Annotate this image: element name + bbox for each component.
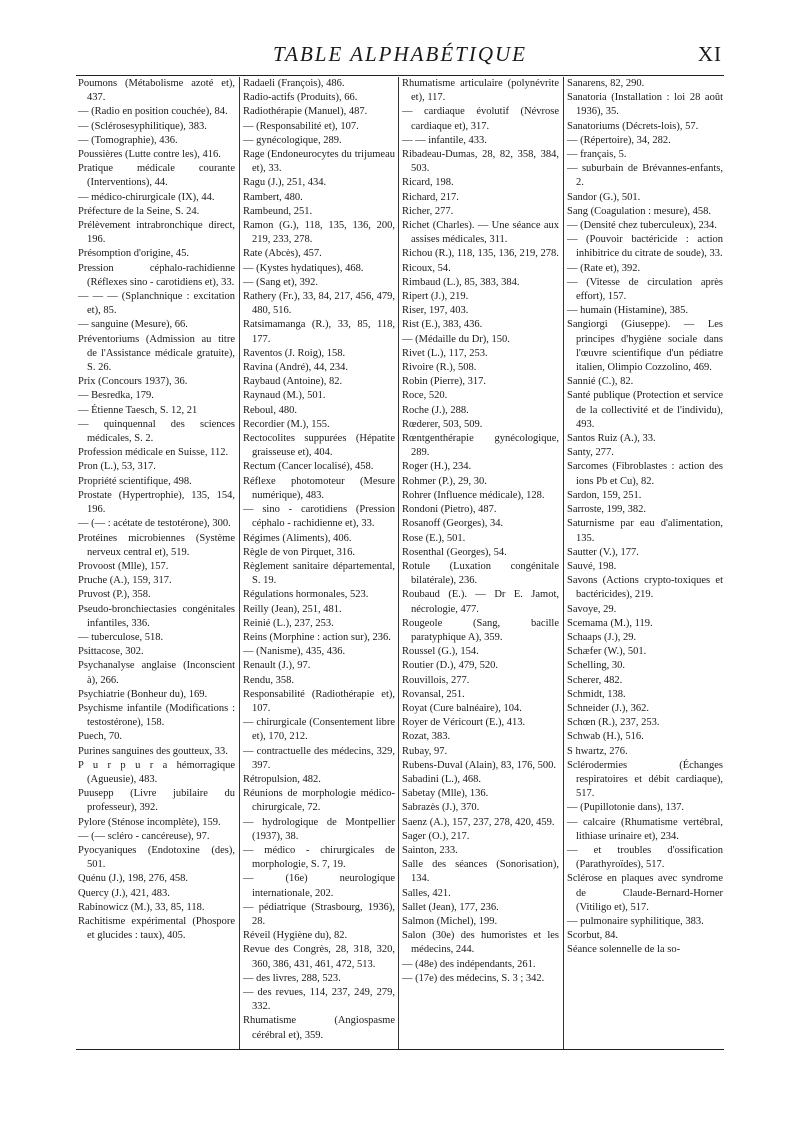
index-entry: Schæfer (W.), 501. xyxy=(567,646,647,658)
index-entry: Ragu (J.), 251, 434. xyxy=(243,177,327,189)
index-entry: Roche (J.), 288. xyxy=(402,404,469,416)
index-entry: Roce, 520. xyxy=(402,390,448,402)
index-entry: Sager (O.), 217. xyxy=(402,830,470,842)
index-entry: Schneider (J.), 362. xyxy=(567,702,649,714)
index-entry: Poussières (Lutte contre les), 416. xyxy=(78,149,221,161)
index-entry: Rabinowicz (M.), 33, 85, 118. xyxy=(78,901,205,913)
index-entry: Pylore (Sténose incomplète), 159. xyxy=(78,816,221,828)
page-title: TABLE ALPHABÉTIQUE xyxy=(273,42,527,66)
index-entry: Ricoux, 54. xyxy=(402,262,451,274)
index-entry: Propriété scientifique, 498. xyxy=(78,475,192,487)
index-entry: — cardiaque évolutif (Névrose cardiaque et), 317. xyxy=(402,106,559,132)
index-entry: — (Répertoire), 34, 282. xyxy=(567,134,671,146)
index-entry: Rubay, 97. xyxy=(402,745,448,757)
index-entry: Rubens-Duval (Alain), 83, 176, 500. xyxy=(402,759,556,771)
header-rule xyxy=(76,75,724,76)
index-entry: Robin (Pierre), 317. xyxy=(402,376,486,388)
index-entry: Sclérose en plaques avec syndrome de Claude-Bernard-Horner (Vitiligo et), 517. xyxy=(567,873,723,913)
index-entry: Ratsimamanga (R.), 33, 85, 118, 177. xyxy=(243,319,395,345)
index-entry: — contractuelle des médecins, 329, 397. xyxy=(243,745,395,771)
index-entry: Saturnisme par eau d'alimentation, 135. xyxy=(567,518,723,544)
index-entry: — pulmonaire syphilitique, 383. xyxy=(567,915,704,927)
index-entry: — sanguine (Mesure), 66. xyxy=(78,319,188,331)
index-entry: Prix (Concours 1937), 36. xyxy=(78,376,188,388)
index-entry: Reboul, 480. xyxy=(243,404,297,416)
footer-rule xyxy=(76,1049,724,1050)
index-entry: — (Médaille du Dr), 150. xyxy=(402,333,510,345)
column-divider xyxy=(398,77,399,1049)
index-entry: — pédiatrique (Strasbourg, 1936), 28. xyxy=(243,901,395,927)
index-entry: Salles, 421. xyxy=(402,887,451,899)
index-entry: — (16e) neurologique internationale, 202. xyxy=(243,873,395,899)
index-entry: Psychiatrie (Bonheur du), 169. xyxy=(78,688,208,700)
index-entry: Préventoriums (Admission au titre de l'Assistance médicale gratuite), S. 26. xyxy=(78,333,235,374)
index-entry: Règlement sanitaire départemental, S. 19. xyxy=(243,560,395,587)
index-entry: Sallet (Jean), 177, 236. xyxy=(402,901,499,913)
index-entry: Quénu (J.), 198, 276, 458. xyxy=(78,873,188,885)
index-entry: Rectocolites suppurées (Hépatite graisseuse et), 404. xyxy=(243,433,395,459)
index-entry: Régimes (Aliments), 406. xyxy=(243,532,352,544)
index-entry: Radiothérapie (Manuel), 487. xyxy=(243,106,368,118)
index-entry: Ravina (André), 44, 234. xyxy=(243,362,348,374)
index-entry: Responsabilité (Radiothérapie et), 107. xyxy=(243,688,395,714)
index-entry: Séance solennelle de la so- xyxy=(567,944,681,956)
index-entry: Rohmer (P.), 29, 30. xyxy=(402,475,487,487)
index-entry: Pratique médicale courante (Interventions), 44. xyxy=(78,163,235,189)
index-entry: — chirurgicale (Consentement libre et), 170, 212. xyxy=(243,717,395,743)
index-entry: Pruche (A.), 159, 317. xyxy=(78,575,172,587)
index-entry: Préfecture de la Seine, S. 24. xyxy=(78,205,200,217)
index-entry: Sainton, 233. xyxy=(402,844,458,856)
index-entry: Sarroste, 199, 382. xyxy=(567,504,647,516)
index-entry: Richer, 277. xyxy=(402,205,454,217)
index-entry: Sarcomes (Fibroblastes : action des ions Pb et Cu), 82. xyxy=(567,461,723,487)
index-entry: Rhumatisme articulaire (polynévrite et), 117. xyxy=(402,78,559,104)
index-entry: Radaeli (François), 486. xyxy=(243,78,345,89)
index-entry: — (Nanisme), 435, 436. xyxy=(243,646,346,658)
index-entry: Schmidt, 138. xyxy=(567,688,626,700)
index-entry: Profession médicale en Suisse, 112. xyxy=(78,447,229,459)
index-entry: Schelling, 30. xyxy=(567,660,626,672)
index-entry: Rohrer (Influence médicale), 128. xyxy=(402,489,545,501)
index-entry: Purines sanguines des goutteux, 33. xyxy=(78,745,228,757)
index-entry: Pyocyaniques (Endotoxine (des), 501. xyxy=(78,844,235,871)
index-entry: Rœntgenthérapie gynécologique, 289. xyxy=(402,433,559,459)
index-entry: Rose (E.), 501. xyxy=(402,532,466,544)
index-entry: Ribadeau-Dumas, 28, 82, 358, 384, 503. xyxy=(402,149,559,175)
index-entry: Raynaud (M.), 501. xyxy=(243,390,326,402)
index-entry: Raybaud (Antoine), 82. xyxy=(243,376,343,388)
index-entry: Royer de Véricourt (E.), 413. xyxy=(402,717,526,729)
index-entry: Sannié (C.), 82. xyxy=(567,376,634,388)
index-entry: — suburbain de Brévannes-enfants, 2. xyxy=(567,163,723,189)
index-entry: — (Radio en position couchée), 84. xyxy=(78,106,228,118)
index-entry: Scemama (M.), 119. xyxy=(567,617,653,629)
index-entry: — sino - carotidiens (Pression céphalo - rachidienne et), 33. xyxy=(243,504,395,530)
index-entry: Richet (Charles). — Une séance aux assises médicales, 311. xyxy=(402,220,559,246)
index-entry: Psittacose, 302. xyxy=(78,646,144,658)
index-entry: Reinié (L.), 237, 253. xyxy=(243,617,334,629)
index-column-4 xyxy=(567,77,723,1049)
index-entry: Salmon (Michel), 199. xyxy=(402,915,498,927)
index-entry: — des livres, 288, 523. xyxy=(243,972,341,984)
index-entry: Poumons (Métabolisme azoté et), 437. xyxy=(78,78,235,104)
index-entry: Salle des séances (Sonorisation), 134. xyxy=(402,859,559,885)
index-entry: Sang (Coagulation : mesure), 458. xyxy=(567,205,712,217)
index-entry: — (— scléro - cancéreuse), 97. xyxy=(78,830,210,842)
column-divider xyxy=(239,77,240,1049)
index-entry: Rage (Endoneurocytes du trijumeau et), 33. xyxy=(243,149,395,175)
index-entry: S hwartz, 276. xyxy=(567,745,628,757)
index-entry: — tuberculose, 518. xyxy=(78,631,164,643)
index-entry: — (Responsabilité et), 107. xyxy=(243,120,359,132)
index-entry: Routier (D.), 479, 520. xyxy=(402,660,498,672)
index-entry: Santé publique (Protection et service de la collectivité et de l'individu), 493. xyxy=(567,390,723,430)
index-entry: — et troubles d'ossification (Parathyroïdes), 517. xyxy=(567,844,723,871)
index-entry: Rectum (Cancer localisé), 458. xyxy=(243,461,374,473)
index-entry: Scorbut, 84. xyxy=(567,930,619,942)
index-entry: Raventos (J. Roig), 158. xyxy=(243,347,346,359)
index-entry: Roger (H.), 234. xyxy=(402,461,472,473)
index-entry: — (Tomographie), 436. xyxy=(78,134,178,146)
index-entry: Recordier (M.), 155. xyxy=(243,418,330,430)
index-entry: P u r p u r a hémorragique (Agueusie), 483. xyxy=(78,759,235,785)
index-entry: Rachitisme expérimental (Phospore et glucides : taux), 405. xyxy=(78,915,235,942)
index-entry: Protéines microbiennes (Système nerveux central et), 519. xyxy=(78,532,235,558)
index-entry: — (Densité chez tuberculeux), 234. xyxy=(567,220,717,232)
index-entry: Règle de von Pirquet, 316. xyxy=(243,546,355,558)
index-entry: Rougeole (Sang, bacille paratyphique A), 359. xyxy=(402,617,559,643)
index-entry: Rimbaud (L.), 85, 383, 384. xyxy=(402,276,520,288)
index-entry: Rosenthal (Georges), 54. xyxy=(402,546,507,558)
index-entry: — français, 5. xyxy=(567,149,627,161)
index-entry: Réveil (Hygiène du), 82. xyxy=(243,930,348,942)
index-entry: Sabetay (Mlle), 136. xyxy=(402,788,489,800)
page-header xyxy=(0,42,800,72)
index-entry: — calcaire (Rhumatisme vertébral, lithiase urinaire et), 234. xyxy=(567,816,723,842)
index-entry: — (Pouvoir bactéricide : action inhibitrice du citrate de soude), 33. xyxy=(567,234,723,260)
index-entry: Sanatoria (Installation : loi 28 août 1936), 35. xyxy=(567,92,723,118)
index-entry: Rate (Abcès), 457. xyxy=(243,248,322,260)
index-entry: — (Vitesse de circulation après effort), 157. xyxy=(567,276,723,303)
index-entry: Sauvé, 198. xyxy=(567,560,617,572)
index-entry: — — — (Splanchnique : excitation et), 85. xyxy=(78,291,235,317)
index-entry: — (Pupillotonie dans), 137. xyxy=(567,802,684,814)
index-entry: Rathery (Fr.), 33, 84, 217, 456, 479, 480, 516. xyxy=(243,291,395,317)
index-entry: Roussel (G.), 154. xyxy=(402,646,479,658)
index-entry: Réflexe photomoteur (Mesure numérique), 483. xyxy=(243,475,395,501)
index-entry: — (Kystes hydatiques), 468. xyxy=(243,262,364,274)
index-entry: Puech, 70. xyxy=(78,731,123,743)
index-entry: — hydrologique de Montpellier (1937), 38. xyxy=(243,816,395,842)
index-entry: Royat (Cure balnéaire), 104. xyxy=(402,702,522,714)
index-entry: Rivoire (R.), 508. xyxy=(402,362,477,374)
index-entry: Puusepp (Livre jubilaire du professeur), 392. xyxy=(78,788,235,814)
index-entry: Sandor (G.), 501. xyxy=(567,191,641,203)
index-entry: — des revues, 114, 237, 249, 279, 332. xyxy=(243,987,395,1013)
index-entry: — humain (Histamine), 385. xyxy=(567,305,689,317)
index-entry: Rouvillois, 277. xyxy=(402,674,470,686)
index-entry: Pruvost (P.), 358. xyxy=(78,589,151,601)
index-entry: Rhumatisme (Angiospasme cérébral et), 359. xyxy=(243,1015,395,1041)
index-entry: Savoye, 29. xyxy=(567,603,617,615)
index-entry: Rotule (Luxation congénitale bilatérale), 236. xyxy=(402,560,559,587)
index-entry: Revue des Congrès, 28, 318, 320, 360, 386, 431, 461, 472, 513. xyxy=(243,944,395,970)
index-entry: Sclérodermies (Échanges respiratoires et débit cardiaque), 517. xyxy=(567,759,723,800)
index-entry: — quinquennal des sciences médicales, S. 2. xyxy=(78,418,235,445)
index-entry: Rovansal, 251. xyxy=(402,688,465,700)
index-entry: Rozat, 383. xyxy=(402,731,451,743)
index-entry: Ricard, 198. xyxy=(402,177,454,189)
index-entry: Schaaps (J.), 29. xyxy=(567,631,637,643)
index-entry: Psychisme infantile (Modifications : testostérone), 158. xyxy=(78,702,235,729)
index-entry: Rendu, 358. xyxy=(243,674,295,686)
index-entry: Renault (J.), 97. xyxy=(243,660,311,672)
index-entry: Rivet (L.), 117, 253. xyxy=(402,347,488,359)
index-entry: Roubaud (E.). — Dr E. Jamot, nécrologie, 477. xyxy=(402,589,559,615)
index-entry: Riser, 197, 403. xyxy=(402,305,469,317)
index-entry: — (Rate et), 392. xyxy=(567,262,641,274)
index-entry: Ripert (J.), 219. xyxy=(402,291,469,303)
index-entry: Réunions de morphologie médico-chirurgicale, 72. xyxy=(243,788,395,814)
index-entry: Savons (Actions crypto-toxiques et bactéricides), 219. xyxy=(567,575,723,601)
index-entry: — médico-chirurgicale (IX), 44. xyxy=(78,191,215,203)
index-entry: Rambert, 480. xyxy=(243,191,303,203)
index-entry: — (Sclérosesyphilitique), 383. xyxy=(78,120,207,132)
index-entry: Santos Ruiz (A.), 33. xyxy=(567,433,656,445)
index-entry: Salon (30e) des humoristes et les médecins, 244. xyxy=(402,930,559,956)
index-entry: — Étienne Taesch, S. 12, 21 xyxy=(78,404,198,416)
index-entry: Reins (Morphine : action sur), 236. xyxy=(243,631,391,643)
index-entry: Rosanoff (Georges), 34. xyxy=(402,518,504,530)
index-entry: Radio-actifs (Produits), 66. xyxy=(243,92,358,104)
index-entry: Sangiorgi (Giuseppe). — Les principes d'hygiène sociale dans l'œuvre scientifique d'un pédiatre italien, Olimpio Cozzolino, 469. xyxy=(567,319,723,374)
page-number: XI xyxy=(697,42,722,66)
index-entry: — (— : acétate de testotérone), 300. xyxy=(78,518,231,530)
index-entry: Rétropulsion, 482. xyxy=(243,773,321,785)
index-entry: Prostate (Hypertrophie), 135, 154, 196. xyxy=(78,489,235,516)
index-entry: Pron (L.), 53, 317. xyxy=(78,461,156,473)
index-column-3 xyxy=(402,77,559,1049)
index-entry: Schwab (H.), 516. xyxy=(567,731,644,743)
index-entry: Prélèvement intrabronchique direct, 196. xyxy=(78,220,235,246)
index-entry: Rœderer, 503, 509. xyxy=(402,418,483,430)
index-entry: Saenz (A.), 157, 237, 278, 420, 459. xyxy=(402,816,555,828)
index-entry: Rist (E.), 383, 436. xyxy=(402,319,483,331)
index-entry: — Besredka, 179. xyxy=(78,390,154,402)
index-entry: — gynécologique, 289. xyxy=(243,134,342,146)
index-entry: Schœn (R.), 237, 253. xyxy=(567,717,660,729)
index-entry: Ramon (G.), 118, 135, 136, 200, 219, 233, 278. xyxy=(243,220,395,246)
index-entry: Sardon, 159, 251. xyxy=(567,489,642,501)
index-entry: Sanatoriums (Décrets-lois), 57. xyxy=(567,120,699,132)
index-entry: Provoost (Mlle), 157. xyxy=(78,560,169,572)
index-entry: — (Sang et), 392. xyxy=(243,276,318,288)
index-entry: Santy, 277. xyxy=(567,447,614,459)
index-entry: Quercy (J.), 421, 483. xyxy=(78,887,170,899)
index-entry: Sabrazès (J.), 370. xyxy=(402,802,480,814)
index-entry: Rondoni (Pietro), 487. xyxy=(402,504,497,516)
index-entry: Régulations hormonales, 523. xyxy=(243,589,369,601)
index-entry: Sanarens, 82, 290. xyxy=(567,78,645,89)
index-entry: Reilly (Jean), 251, 481. xyxy=(243,603,342,615)
index-entry: Sautter (V.), 177. xyxy=(567,546,639,558)
index-entry: Pression céphalo-rachidienne (Réflexes sino - carotidiens et), 33. xyxy=(78,262,235,288)
index-entry: — — infantile, 433. xyxy=(402,134,487,146)
index-entry: — médico - chirurgicales de morphologie, S. 7, 19. xyxy=(243,844,395,871)
index-entry: Psychanalyse anglaise (Inconscient à), 266. xyxy=(78,660,235,686)
index-entry: Richou (R.), 118, 135, 136, 219, 278. xyxy=(402,248,559,260)
column-divider xyxy=(563,77,564,1049)
index-column-2 xyxy=(243,77,395,1049)
index-entry: Sabadini (L.), 468. xyxy=(402,773,482,785)
index-entry: — (48e) des indépendants, 261. xyxy=(402,958,536,970)
index-entry: Scherer, 482. xyxy=(567,674,623,686)
index-entry: Rambeund, 251. xyxy=(243,205,313,217)
index-entry: Richard, 217. xyxy=(402,191,459,203)
index-entry: — (17e) des médecins, S. 3 ; 342. xyxy=(402,972,545,984)
index-entry: Pseudo-bronchiectasies congénitales infantiles, 336. xyxy=(78,603,235,629)
index-column-1 xyxy=(78,77,235,1049)
index-entry: Présomption d'origine, 45. xyxy=(78,248,189,260)
